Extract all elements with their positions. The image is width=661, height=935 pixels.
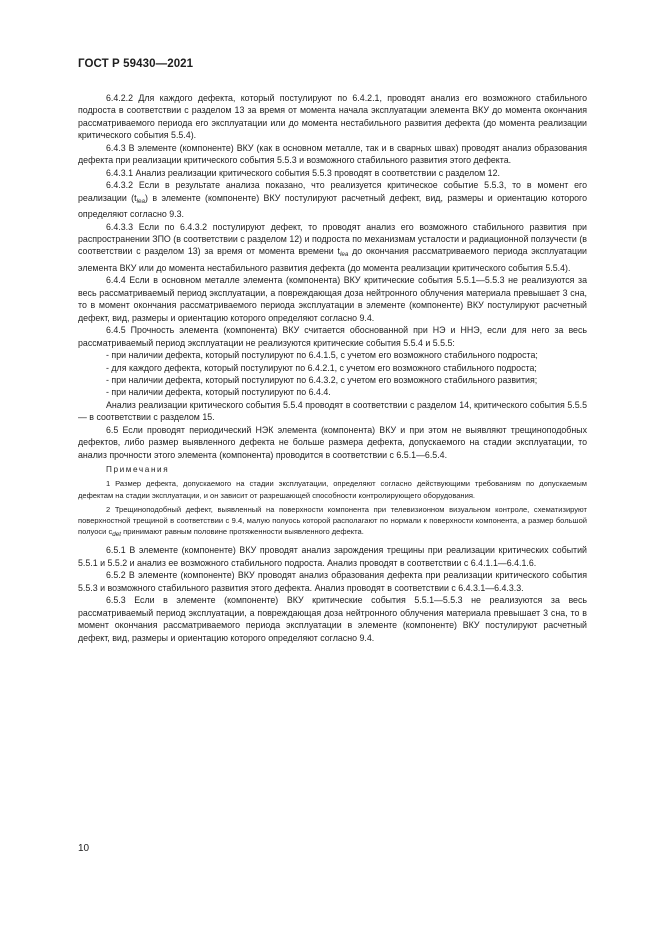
note-text: принимают равным половине протяженности выявленного дефекта.	[121, 527, 364, 537]
list-item: - при наличии дефекта, который постулируют по 6.4.1.5, с учетом его возможного стабильного подроста;	[106, 350, 538, 361]
clause-text: 6.4.3.2 Если в результате анализа показано, что реализуется критическое событие 5.5.3, то в момент его реализации (t	[78, 180, 587, 203]
clause-text: до окончания рассматриваемого периода эксплуатации элемента ВКУ или до момента нестабильного развития дефекта (до момента реализации критического события 5.5.4).	[78, 246, 587, 273]
subscript: det	[112, 531, 122, 539]
note-2	[78, 504, 587, 541]
document-header: ГОСТ Р 59430—2021	[78, 58, 194, 70]
clause-text: ) в элементе (компоненте) ВКУ постулируют расчетный дефект, вид, размеры и ориентацию которого определяют согласно 9.3.	[78, 192, 587, 220]
clause-6-5: 6.5 Если проводят периодический НЭК элемента (компонента) ВКУ и при этом не выявляют трещиноподобных дефектов, либо размер выявленного дефекта не больше размера дефекта, допускаемого на стадии эксплуатации, то анализ прочности этого элемента (компонента) проводится в соответствии с 6.5.1—6.5.4.	[78, 424, 587, 460]
clause-6-5-1: 6.5.1 В элементе (компоненте) ВКУ проводят анализ зарождения трещины при реализации критических событий 5.5.1 и 5.5.2 и анализ ее возможного стабильного подроста. Анализ проводят в соответствии с 6.4.1.1—6.4.1.6.	[78, 545, 587, 568]
note-1: 1 Размер дефекта, допускаемого на стадии эксплуатации, определяют согласно действующими требованиям по допускаемым дефектам на стадии эксплуатации, и он зависит от разрешающей способности контролирующего оборудования.	[78, 479, 587, 500]
clause-6-4-3-1: 6.4.3.1 Анализ реализации критического события 5.5.3 проводят в соответствии с разделом 12.	[106, 167, 500, 178]
subscript: lea	[136, 197, 145, 205]
clause-6-4-5: 6.4.5 Прочность элемента (компонента) ВКУ считается обоснованной при НЭ и ННЭ, если для него за весь рассматриваемый период эксплуатации не реализуются критические события 5.5.4 и 5.5.5:	[78, 325, 587, 348]
clause-6-5-2: 6.5.2 В элементе (компоненте) ВКУ проводят анализ образования дефекта при реализации критического события 5.5.3 и возможного стабильного развития этого дефекта. Анализ проводят в соответствии с 6.4.3.1—6.4.3.3.	[78, 570, 587, 593]
clause-6-4-2-2: 6.4.2.2 Для каждого дефекта, который постулируют по 6.4.2.1, проводят анализ его возможного стабильного подроста в соответствии с разделом 13 за время от момента начала эксплуатации элемента ВКУ до момента окончания рассматриваемого периода его эксплуатации или до момента нестабильного развития дефекта (до момента реализации критического события 5.5.4).	[78, 93, 587, 141]
clause-6-4-3-3	[78, 221, 587, 275]
analysis-paragraph: Анализ реализации критического события 5.5.4 проводят в соответствии с разделом 14, критического события 5.5.5 — в соответствии с разделом 15.	[78, 399, 587, 423]
list-item: - при наличии дефекта, который постулируют по 6.4.4.	[106, 387, 331, 398]
clause-6-5-3: 6.5.3 Если в элементе (компоненте) ВКУ критические события 5.5.1—5.5.3 не реализуются за весь рассматриваемый период эксплуатации, а повреждающая доза нейтронного облучения материала превышает 3 сна, то в момент окончания рассматриваемого периода эксплуатации в элементе (компоненте) ВКУ постулируют расчетный дефект, вид, размеры и ориентацию которого определяют согласно 9.4.	[78, 595, 587, 643]
list-item: - при наличии дефекта, который постулируют по 6.4.3.2, с учетом его возможного стабильного развития;	[106, 374, 538, 385]
page-number: 10	[78, 843, 90, 854]
clause-6-4-3-2	[78, 179, 587, 220]
list-item: - для каждого дефекта, который постулируют по 6.4.2.1, с учетом его возможного стабильного подроста;	[106, 362, 537, 373]
clause-6-4-4: 6.4.4 Если в основном металле элемента (компонента) ВКУ критические события 5.5.1—5.5.3 не реализуются за весь рассматриваемый период эксплуатации, а повреждающая доза нейтронного облучения материала превышает 3 сна, то в момент окончания рассматриваемого периода эксплуатации в элементе (компоненте) ВКУ постулируют расчетный дефект, вид, размеры и ориентацию которого определяют согласно 9.4.	[78, 275, 587, 323]
note-text: 2 Трещиноподобный дефект, выявленный на поверхности компонента при телевизионном визуальном контроле, схематизируют поверхностной трещиной в соответствии с 9.4, малую полуось которой располагают по нормали к поверхности компонента, а размер большой полуоси c	[78, 504, 587, 537]
clause-6-4-3: 6.4.3 В элементе (компоненте) ВКУ (как в основном металле, так и в сварных швах) проводят анализ образования дефекта при реализации критического события 5.5.3 и возможного стабильного развития этого дефекта.	[78, 142, 587, 166]
document-body	[78, 92, 587, 644]
subscript: lea	[339, 251, 349, 259]
notes-section	[78, 464, 587, 540]
clause-text: 6.4.3.3 Если по 6.4.3.2 постулируют дефект, то проводят анализ его возможного стабильного развития при распространении ЗПО (в соответствии с разделом 12) и подроста по механизмам усталости и радиационной ползучести (в соответствии с разделом 13) за время от момента времени t	[78, 221, 587, 257]
notes-title: Примечания	[106, 465, 170, 475]
